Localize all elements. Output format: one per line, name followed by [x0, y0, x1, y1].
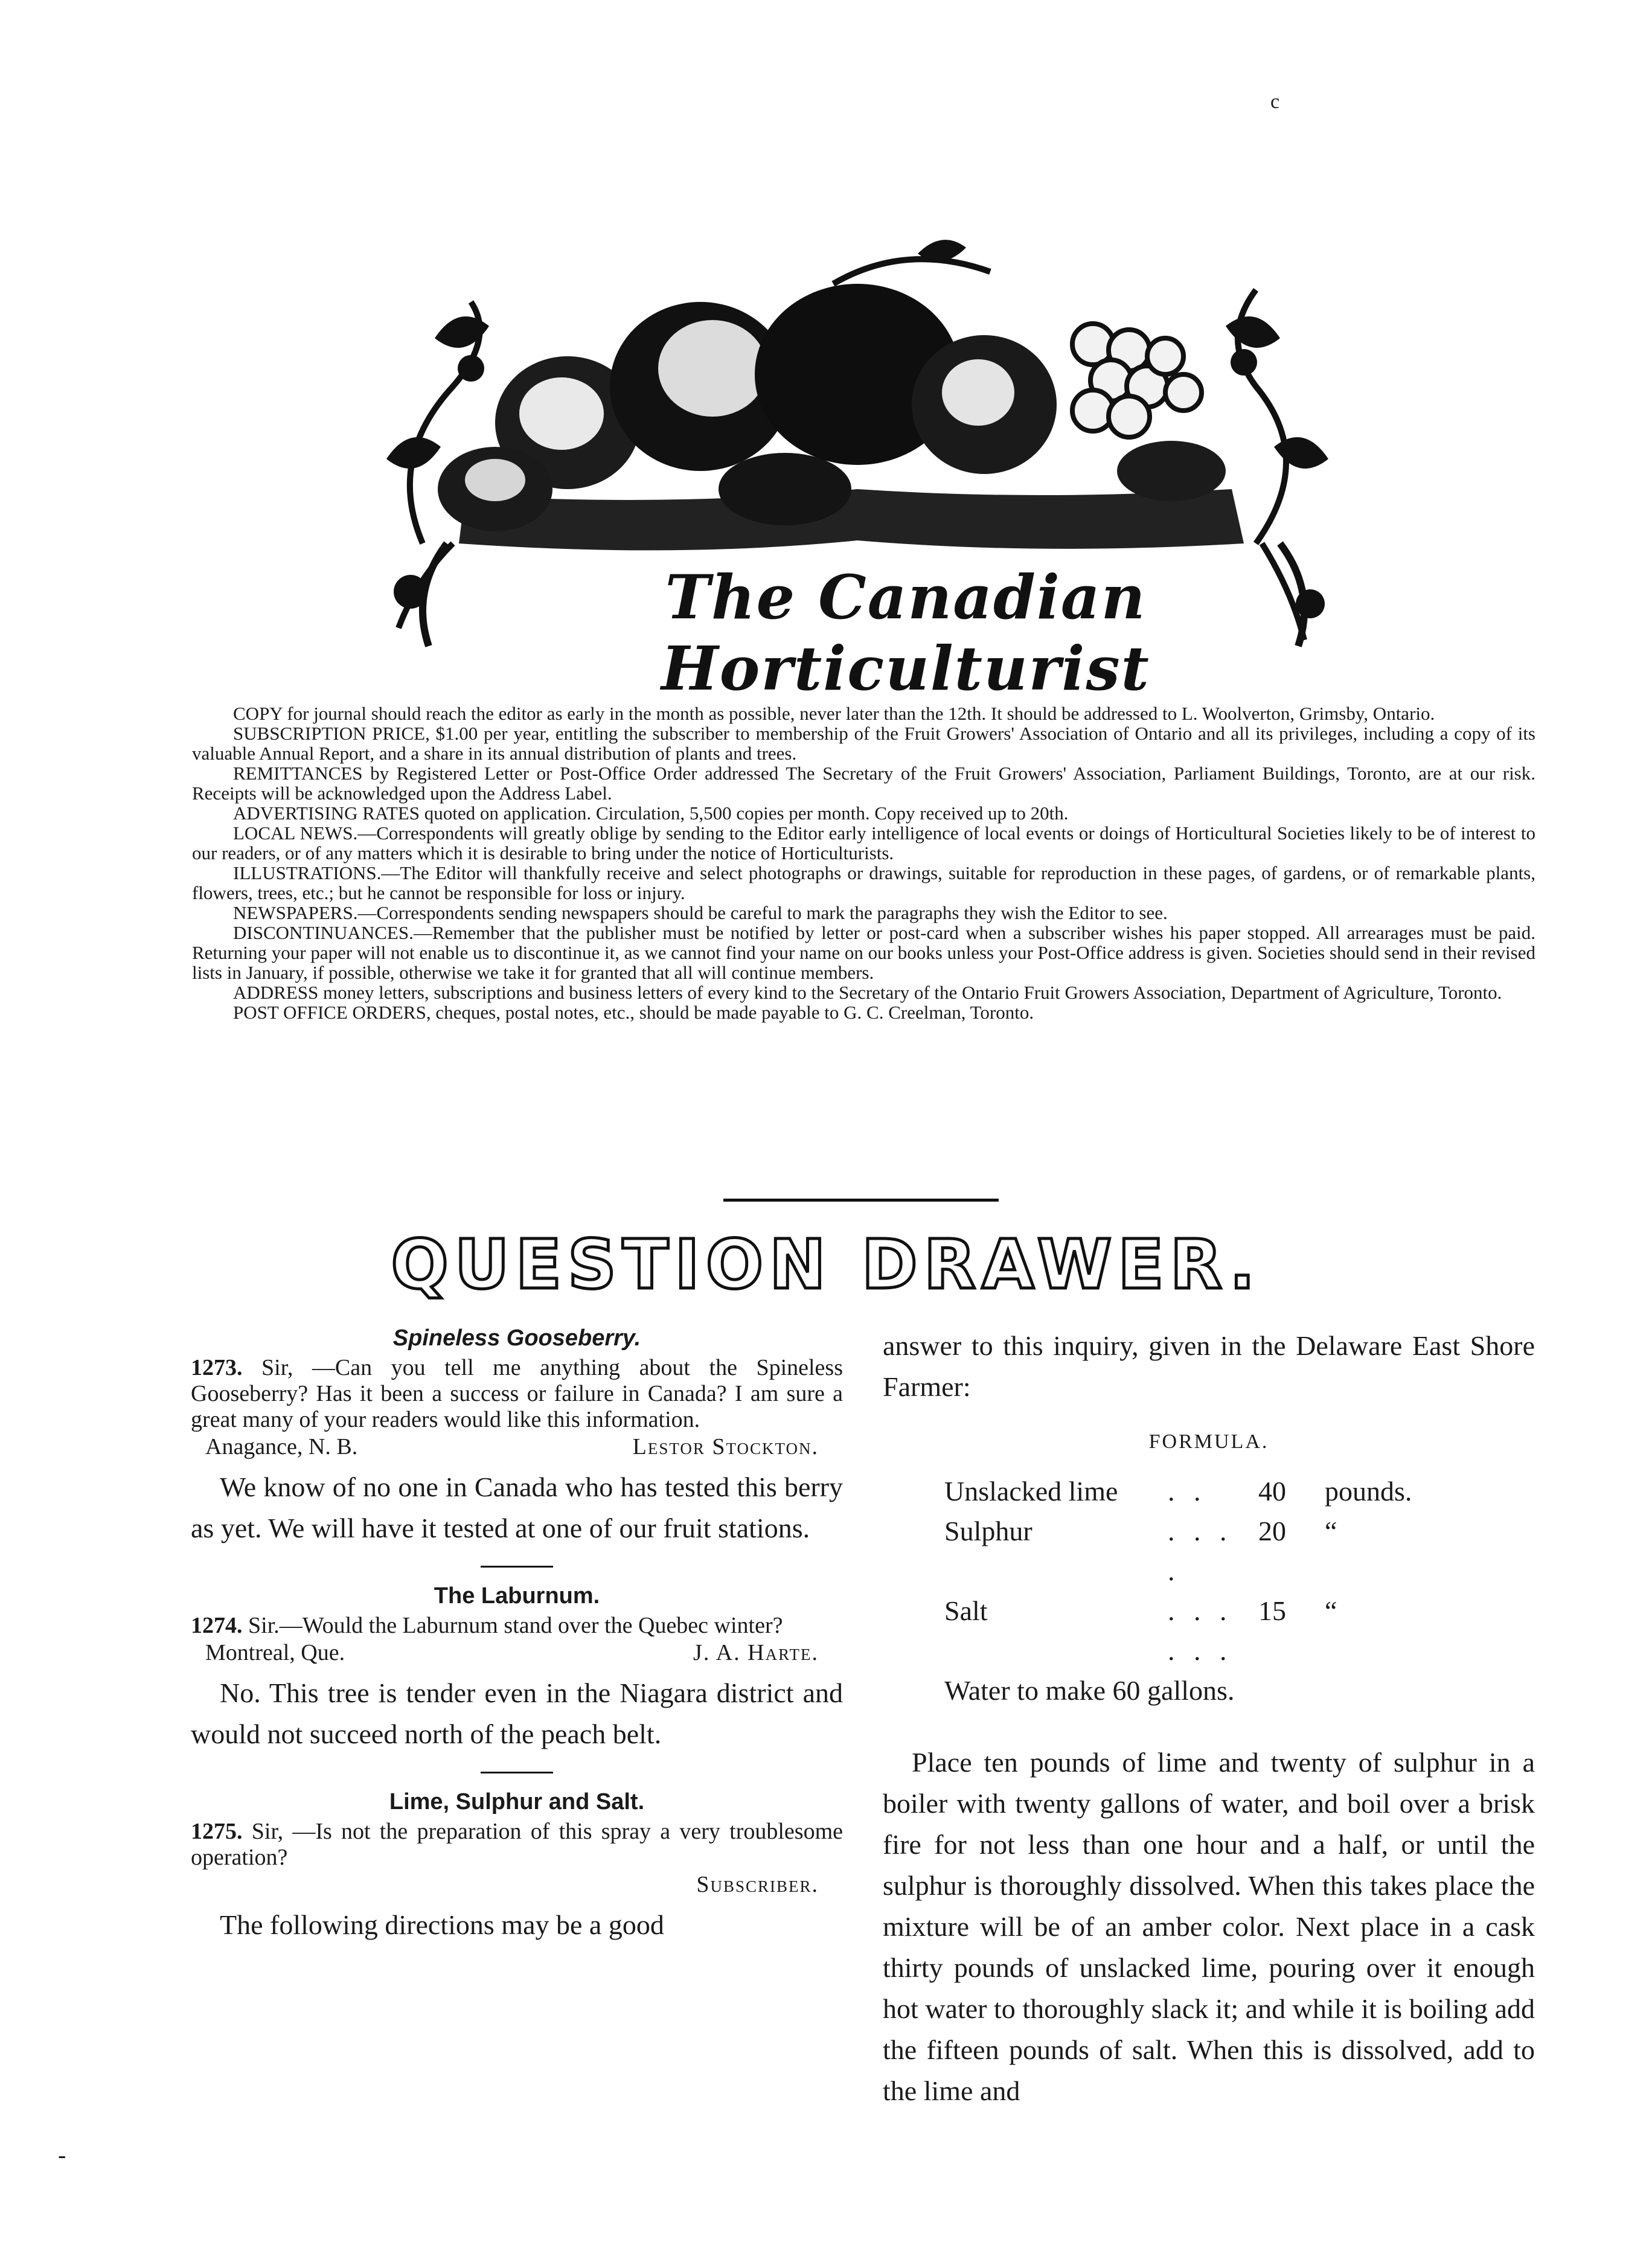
section-divider-rule [723, 1199, 999, 1202]
question-divider [481, 1772, 553, 1773]
publisher-notices [192, 703, 1535, 1022]
question-body: Sir, —Is not the preparation of this spray a very troublesome operation? [191, 1819, 844, 1870]
question-1273 [191, 1325, 843, 1549]
signature-place: Montreal, Que. [205, 1640, 345, 1665]
question-signature [191, 1639, 843, 1667]
notice-remittances: REMITTANCES by Registered Letter or Post-Office Order addressed The Secretary of the Fruit Growers' Association, Parliament Buildings, Toronto, are at our risk. Receipts will be acknowledged upon the Address Label. [192, 763, 1535, 804]
formula-title: FORMULA. [1148, 1430, 1269, 1453]
notice-local-news: LOCAL NEWS.—Correspondents will greatly oblige by sending to the Editor early intelligence of local events or doings of Horticultural Societies likely to be of interest to our readers, or of any matters which it is desirable to bring under the notice of Horticulturists. [192, 822, 1535, 863]
formula-unit: “ [1325, 1595, 1337, 1626]
formula-quantity: 20 [1258, 1516, 1286, 1546]
formula-row [883, 1511, 1535, 1591]
notice-address: ADDRESS money letters, subscriptions and business letters of every kind to the Secretary of the Ontario Fruit Growers Association, Department of Agriculture, Toronto. [233, 982, 1502, 1003]
question-divider [481, 1566, 553, 1568]
question-number: 1274. [191, 1613, 243, 1638]
answer-text: We know of no one in Canada who has tested this berry as yet. We will have it tested at one of our fruit stations. [191, 1472, 843, 1543]
notice-discontinuances: DISCONTINUANCES.—Remember that the publisher must be notified by letter or post-card when a subscriber wishes his paper stopped. All arrearages must be paid. Returning your paper will not enable us to discontinue it, as we cannot find your name on our books unless your Post-Office address is given. Societies should send in their revised lists in January, if possible, otherwise we take it for granted that all will continue members. [192, 922, 1535, 983]
formula-unit: pounds. [1325, 1476, 1412, 1507]
preparation-directions: Place ten pounds of lime and twenty of sulphur in a boiler with twenty gallons of water, and boil over a brisk fire for not less than one hour and a half, or until the sulphur is thoroughly dissolved. When this takes place the mixture will be of an amber color. Next place in a cask thirty pounds of unslacked lime, pouring over it enough hot water to thoroughly slack it; and while it is boiling add the fifteen pounds of salt. When this is dissolved, add to the lime and [883, 1747, 1535, 2106]
question-text [191, 1355, 843, 1433]
question-body: Sir, —Can you tell me anything about the Spineless Gooseberry? Has it been a success or failure in Canada? I am sure a great many of your readers would like this information. [191, 1355, 843, 1432]
right-column [883, 1325, 1535, 2112]
question-text [191, 1819, 843, 1871]
masthead-title: The Canadian Horticulturist [661, 562, 1150, 704]
formula-unit: “ [1325, 1516, 1337, 1546]
formula-leader: . . . . . . [1168, 1595, 1233, 1666]
signature-name: Lestor Stockton. [632, 1434, 819, 1459]
question-signature [191, 1871, 843, 1898]
signature-place: Anagance, N. B. [205, 1434, 358, 1459]
question-1275 [191, 1789, 843, 1946]
question-heading: Lime, Sulphur and Salt. [389, 1789, 645, 1815]
formula-water-line: Water to make 60 gallons. [944, 1675, 1235, 1706]
notice-copy: COPY for journal should reach the editor as early in the month as possible, never later than the 12th. It should be addressed to L. Woolverton, Grimsby, Ontario. [233, 703, 1435, 724]
question-number: 1273. [191, 1355, 243, 1380]
question-heading: Spineless Gooseberry. [392, 1325, 641, 1351]
formula-ingredient: Sulphur [944, 1516, 1032, 1546]
notice-advertising-rates: ADVERTISING RATES quoted on application. Circulation, 5,500 copies per month. Copy received up to 20th. [233, 802, 1069, 824]
formula-leader: . . [1168, 1476, 1207, 1507]
formula-quantity: 40 [1258, 1476, 1286, 1507]
corner-mark: c [1270, 91, 1280, 113]
formula-leader: . . . . [1168, 1516, 1233, 1586]
left-column [191, 1325, 843, 1946]
formula-ingredient: Salt [944, 1595, 988, 1626]
margin-mark: - [58, 2141, 66, 2168]
formula-ingredient: Unslacked lime [944, 1476, 1118, 1507]
signature-name: J. A. Harte. [693, 1640, 819, 1665]
formula-row [883, 1591, 1535, 1671]
notice-newspapers: NEWSPAPERS.—Correspondents sending newspapers should be careful to mark the paragraphs they wish the Editor to see. [233, 902, 1168, 923]
question-1274 [191, 1583, 843, 1755]
question-heading: The Laburnum. [434, 1583, 600, 1609]
notice-illustrations: ILLUSTRATIONS.—The Editor will thankfully receive and select photographs or drawings, suitable for reproduction in these pages, of gardens, or of remarkable plants, flowers, trees, etc.; but he cannot be responsible for loss or injury. [192, 862, 1535, 903]
notice-subscription-price: SUBSCRIPTION PRICE, $1.00 per year, entitling the subscriber to membership of the Fruit Growers' Association of Ontario and all its privileges, including a copy of its valuable Annual Report, and a share in its annual distribution of plants and trees. [192, 723, 1535, 764]
signature-name: Subscriber. [696, 1872, 819, 1897]
formula-quantity: 15 [1258, 1595, 1286, 1626]
masthead-illustration [314, 205, 1395, 704]
question-body: Sir.—Would the Laburnum stand over the Quebec winter? [248, 1613, 783, 1638]
answer-text: The following directions may be a good [220, 1909, 664, 1940]
question-signature [191, 1433, 843, 1461]
answer-text: No. This tree is tender even in the Niagara district and would not succeed north of the peach belt. [191, 1677, 843, 1749]
question-text [191, 1613, 843, 1639]
section-title: QUESTION DRAWER. [391, 1226, 1261, 1304]
formula-row [883, 1472, 1535, 1511]
answer-continuation: answer to this inquiry, given in the Delaware East Shore Farmer: [883, 1330, 1535, 1402]
notice-post-office-orders: POST OFFICE ORDERS, cheques, postal notes, etc., should be made payable to G. C. Creelman, Toronto. [233, 1002, 1034, 1023]
question-number: 1275. [191, 1819, 243, 1844]
